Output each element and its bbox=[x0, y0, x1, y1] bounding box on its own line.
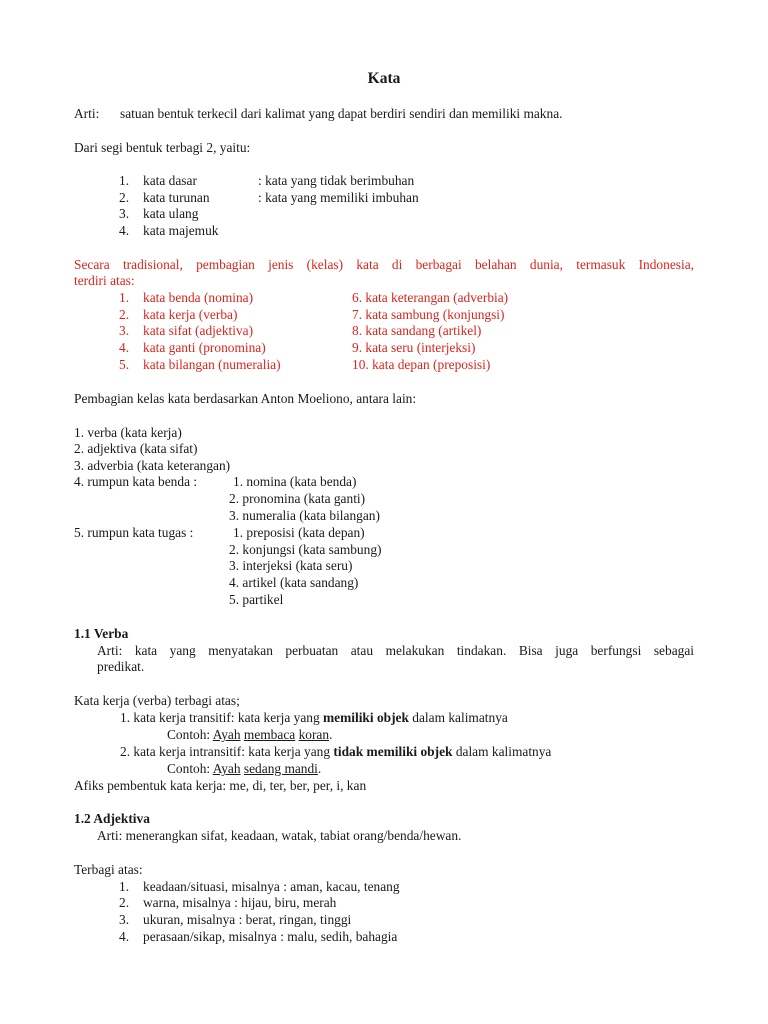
verba-transitif: 1. kata kerja transitif: kata kerja yang memiliki objek dalam kalimatnya bbox=[120, 710, 508, 725]
list-item: 3. interjeksi (kata seru) bbox=[229, 558, 353, 573]
list-item: 2. kata kerja (verba) bbox=[119, 307, 238, 322]
list-item: 4. artikel (kata sandang) bbox=[229, 575, 359, 590]
list-item: 3. kata sifat (adjektiva) bbox=[119, 323, 254, 338]
list-item: 1. kata benda (nomina) bbox=[119, 290, 254, 305]
list-item: 3. adverbia (kata keterangan) bbox=[74, 458, 231, 473]
list-item: 1. keadaan/situasi, misalnya : aman, kacau, tenang bbox=[119, 879, 400, 894]
list-item: 1. verba (kata kerja) bbox=[74, 425, 182, 440]
list-item: 2. kata turunan bbox=[119, 190, 210, 205]
verba-afiks: Afiks pembentuk kata kerja: me, di, ter, ber, per, i, kan bbox=[74, 778, 367, 793]
list-item: 8. kata sandang (artikel) bbox=[352, 323, 482, 338]
list-item: 5. kata bilangan (numeralia) bbox=[119, 357, 281, 372]
rumpun-benda-label: 4. rumpun kata benda : bbox=[74, 474, 198, 489]
list-item: 3. numeralia (kata bilangan) bbox=[229, 508, 380, 523]
rumpun-tugas-label: 5. rumpun kata tugas : bbox=[74, 525, 194, 540]
list-item: 2. konjungsi (kata sambung) bbox=[229, 542, 382, 557]
list-item: 2. pronomina (kata ganti) bbox=[229, 491, 366, 506]
list-item-desc: : kata yang tidak berimbuhan bbox=[258, 173, 415, 188]
adjektiva-terbagi: Terbagi atas: bbox=[74, 862, 143, 877]
list-item: 1. kata dasar bbox=[119, 173, 197, 188]
list-item: 4. kata ganti (pronomina) bbox=[119, 340, 266, 355]
tradisional-paragraph-line1: Secara tradisional, pembagian jenis (kelas) kata di berbagai belahan dunia, termasuk Indonesia, bbox=[74, 257, 694, 272]
moeliono-intro: Pembagian kelas kata berdasarkan Anton Moeliono, antara lain: bbox=[74, 391, 417, 406]
section-heading-verba: 1.1 Verba bbox=[74, 626, 129, 641]
list-item: 2. adjektiva (kata sifat) bbox=[74, 441, 198, 456]
verba-arti-line2: predikat. bbox=[97, 659, 145, 674]
list-item: 3. ukuran, misalnya : berat, ringan, tinggi bbox=[119, 912, 352, 927]
tradisional-paragraph-line2: terdiri atas: bbox=[74, 273, 135, 288]
verba-intransitif-contoh: Contoh: Ayah sedang mandi. bbox=[167, 761, 322, 776]
verba-arti-line1: Arti: kata yang menyatakan perbuatan atau melakukan tindakan. Bisa juga berfungsi sebagai bbox=[97, 643, 694, 658]
list-item: 10. kata depan (preposisi) bbox=[352, 357, 491, 372]
list-item: 7. kata sambung (konjungsi) bbox=[352, 307, 505, 322]
list-item-desc: : kata yang memiliki imbuhan bbox=[258, 190, 419, 205]
verba-transitif-contoh: Contoh: Ayah membaca koran. bbox=[167, 727, 333, 742]
list-item: 3. kata ulang bbox=[119, 206, 199, 221]
verba-terbagi: Kata kerja (verba) terbagi atas; bbox=[74, 693, 240, 708]
list-item: 2. warna, misalnya : hijau, biru, merah bbox=[119, 895, 337, 910]
arti-label: Arti: bbox=[74, 106, 100, 121]
list-item: 4. kata majemuk bbox=[119, 223, 219, 238]
list-item: 9. kata seru (interjeksi) bbox=[352, 340, 476, 355]
adjektiva-arti: Arti: menerangkan sifat, keadaan, watak, tabiat orang/benda/hewan. bbox=[97, 828, 462, 843]
section-heading-adjektiva: 1.2 Adjektiva bbox=[74, 811, 150, 826]
list-item: 6. kata keterangan (adverbia) bbox=[352, 290, 509, 305]
list-item: 1. nomina (kata benda) bbox=[233, 474, 357, 489]
list-item: 1. preposisi (kata depan) bbox=[233, 525, 365, 540]
list-item: 4. perasaan/sikap, misalnya : malu, sedih, bahagia bbox=[119, 929, 398, 944]
segi-bentuk-intro: Dari segi bentuk terbagi 2, yaitu: bbox=[74, 140, 251, 155]
arti-text: satuan bentuk terkecil dari kalimat yang dapat berdiri sendiri dan memiliki makna. bbox=[120, 106, 563, 121]
verba-intransitif: 2. kata kerja intransitif: kata kerja yang tidak memiliki objek dalam kalimatnya bbox=[120, 744, 552, 759]
list-item: 5. partikel bbox=[229, 592, 284, 607]
page-title: Kata bbox=[367, 70, 401, 87]
